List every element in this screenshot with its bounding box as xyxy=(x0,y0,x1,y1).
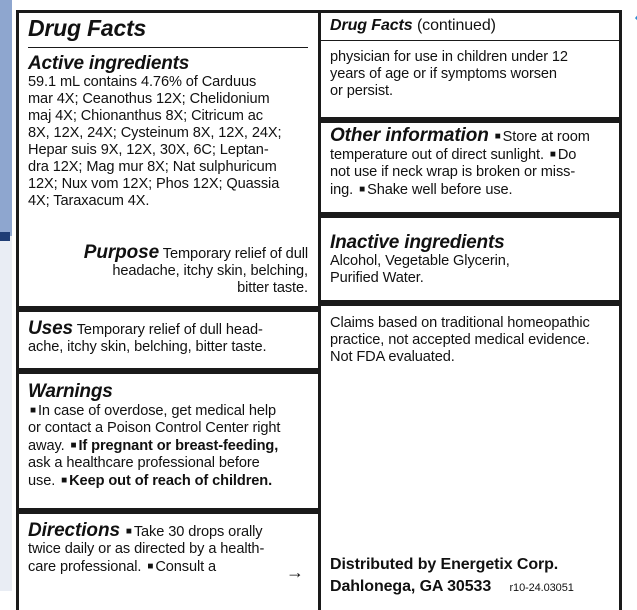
edge-color-band xyxy=(0,0,12,236)
claims-section xyxy=(330,315,622,366)
warnings-line: use. xyxy=(28,473,56,489)
other-information-section xyxy=(330,127,622,199)
active-ingredients-heading: Active ingredients xyxy=(28,53,190,74)
uses-section xyxy=(28,320,318,356)
claims-line: Claims based on traditional homeopathic xyxy=(330,315,590,331)
active-line: mar 4X; Ceanothus 12X; Chelidonium xyxy=(28,91,270,107)
bullet-icon: ■ xyxy=(125,526,132,537)
directions-section xyxy=(28,522,318,576)
continued-line: or persist. xyxy=(330,83,393,99)
warnings-line: In case of overdose, get medical help xyxy=(37,403,277,419)
continued-underline xyxy=(321,40,622,41)
directions-heading: Directions xyxy=(28,520,120,541)
active-line: 8X, 12X, 24X; Cysteinum 8X, 12X, 24X; xyxy=(28,125,282,141)
bullet-icon: ■ xyxy=(549,149,556,160)
uses-heading: Uses xyxy=(28,318,74,339)
drug-facts-title: Drug Facts xyxy=(28,15,147,41)
active-line: Hepar suis 9X, 12X, 30X, 6C; Leptan- xyxy=(28,142,269,158)
purpose-line: Temporary relief of dull xyxy=(162,246,308,262)
purpose-line: bitter taste. xyxy=(237,280,308,296)
bullet-icon: ■ xyxy=(494,131,501,142)
directions-line: twice daily or as directed by a health- xyxy=(28,541,265,557)
directions-line: Take 30 drops orally xyxy=(133,524,263,540)
children-warning: Keep out of reach of children. xyxy=(69,473,273,489)
distributor-address: Dahlonega, GA 30533 xyxy=(330,578,492,595)
active-line: 59.1 mL contains 4.76% of Carduus xyxy=(28,74,257,90)
purpose-line: headache, itchy skin, belching, xyxy=(112,263,308,279)
warnings-heading: Warnings xyxy=(28,381,113,402)
bullet-icon: ■ xyxy=(30,405,36,416)
rule-after-warnings xyxy=(16,508,320,514)
active-ingredients-section xyxy=(28,53,318,210)
warnings-line: away. xyxy=(28,438,65,454)
inactive-ingredients-section xyxy=(330,232,620,287)
uses-line: Temporary relief of dull head- xyxy=(76,322,263,338)
claims-line: practice, not accepted medical evidence. xyxy=(330,332,590,348)
other-line: Shake well before use. xyxy=(367,182,513,198)
rule-after-continued xyxy=(321,117,622,123)
rule-after-inactive xyxy=(321,300,622,306)
other-line: Store at room xyxy=(502,129,590,145)
inactive-ingredients-heading: Inactive ingredients xyxy=(330,232,505,253)
purpose-section xyxy=(28,244,308,297)
bullet-icon: ■ xyxy=(147,561,154,572)
other-line: Do xyxy=(557,147,577,163)
rule-after-other-info xyxy=(321,212,622,218)
warnings-section xyxy=(28,381,320,490)
active-line: dra 12X; Mag mur 8X; Nat sulphuricum xyxy=(28,159,277,175)
bullet-icon: ■ xyxy=(70,440,77,451)
continued-line: physician for use in children under 12 xyxy=(330,49,568,65)
label-edge-strip xyxy=(0,0,12,591)
edge-mark xyxy=(0,232,10,241)
directions-line: care professional. xyxy=(28,559,142,575)
continued-header xyxy=(330,16,620,36)
rule-after-uses xyxy=(16,368,320,374)
rule-after-purpose xyxy=(16,306,320,312)
other-information-heading: Other information xyxy=(330,125,489,146)
pregnancy-warning: If pregnant or breast-feeding, xyxy=(78,438,279,454)
continued-suffix: (continued) xyxy=(416,17,496,34)
other-line: ing. xyxy=(330,182,354,198)
claims-line: Not FDA evaluated. xyxy=(330,349,455,365)
uses-line: ache, itchy skin, belching, bitter taste. xyxy=(28,339,267,355)
bullet-icon: ■ xyxy=(61,475,68,486)
warnings-line: or contact a Poison Control Center right xyxy=(28,420,281,436)
continued-text xyxy=(330,49,620,100)
active-line: 12X; Nux vom 12X; Phos 12X; Quassia xyxy=(28,176,280,192)
warnings-line: ask a healthcare professional before xyxy=(28,455,260,471)
inactive-line: Purified Water. xyxy=(330,270,424,286)
bullet-icon: ■ xyxy=(359,184,366,195)
title-underline xyxy=(28,47,308,48)
other-line: not use if neck wrap is broken or miss- xyxy=(330,164,576,180)
distributor-line: Distributed by Energetix Corp. xyxy=(330,556,559,573)
continue-arrow-icon: → xyxy=(286,562,304,582)
purpose-heading: Purpose xyxy=(83,242,160,263)
label-code: r10-24.03051 xyxy=(509,582,574,594)
directions-line: Consult a xyxy=(155,559,217,575)
other-line: temperature out of direct sunlight. xyxy=(330,147,544,163)
continued-line: years of age or if symptoms worsen xyxy=(330,66,557,82)
continued-heading: Drug Facts xyxy=(330,17,413,34)
inactive-line: Alcohol, Vegetable Glycerin, xyxy=(330,253,510,269)
active-line: 4X; Taraxacum 4X. xyxy=(28,193,150,209)
distributor-section xyxy=(330,554,622,599)
active-line: maj 4X; Chionanthus 8X; Citricum ac xyxy=(28,108,263,124)
